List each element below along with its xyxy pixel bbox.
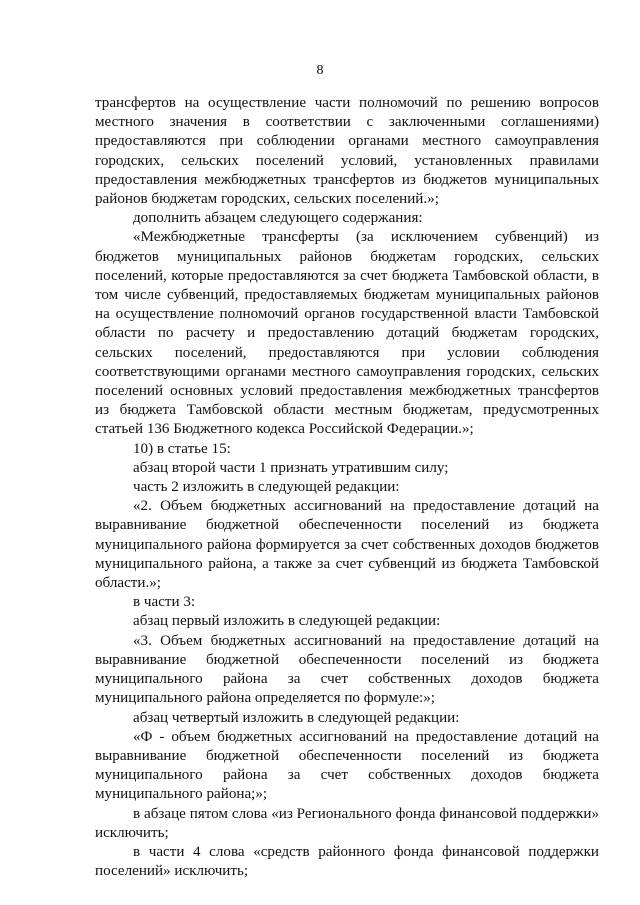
page-number: 8	[316, 63, 324, 78]
paragraph-8: в части 3:	[133, 594, 196, 611]
paragraph-2: дополнить абзацем следующего содержания:	[133, 210, 423, 227]
paragraph-10: «3. Объем бюджетных ассигнований на предоставление дотаций на выравнивание бюджетной обеспеченности поселений из бюджета муниципального района за счет собственных доходов бюджета муниципального района определяется по формуле:»;	[95, 632, 599, 707]
paragraph-9: абзац первый изложить в следующей редакции:	[133, 613, 441, 630]
paragraph-4: 10) в статье 15:	[133, 440, 231, 457]
paragraph-7: «2. Объем бюджетных ассигнований на предоставление дотаций на выравнивание бюджетной обеспеченности поселений из бюджета муниципального района формируется за счет собственных доходов бюджетов муниципального района, а также за счет субвенций из бюджета Тамбовской области.»;	[95, 498, 599, 592]
paragraph-14: в части 4 слова «средств районного фонда финансовой поддержки поселений» исключить;	[95, 843, 599, 880]
paragraph-5: абзац второй части 1 признать утратившим силу;	[133, 459, 449, 476]
paragraph-12: «Ф - объем бюджетных ассигнований на предоставление дотаций на выравнивание бюджетной обеспеченности поселений из бюджета муниципального района за счет собственных доходов бюджета муниципального района;»;	[95, 728, 599, 803]
paragraph-13: в абзаце пятом слова «из Регионального фонда финансовой поддержки» исключить;	[95, 805, 599, 841]
paragraph-3: «Межбюджетные трансферты (за исключением субвенций) из бюджетов муниципальных районов бюджетам городских, сельских поселений, которые предоставляются за счет бюджета Тамбовской области, в том числе субвенций, предоставляемых бюджетам муниципальных районов на осуществление полномочий органов государственной власти Тамбовской области по расчету и предоставлению дотаций бюджетам городских, сельских поселений, предоставляются при условии соблюдения соответствующими органами местного самоуправления городских, сельских поселений основных условий предоставления межбюджетных трансфертов из бюджета Тамбовской области местным бюджетам, предусмотренных статьей 136 Бюджетного кодекса Российской Федерации.»;	[95, 229, 599, 438]
paragraph-1: трансфертов на осуществление части полномочий по решению вопросов местного значения в соответствии с заключенными соглашениями) предоставляются при соблюдении органами местного самоуправления городских, сельских поселений условий, установленных правилами предоставления межбюджетных трансфертов из бюджетов муниципальных районов бюджетам городских, сельских поселений.»;	[95, 95, 599, 208]
document-body	[95, 94, 599, 881]
paragraph-6: часть 2 изложить в следующей редакции:	[133, 479, 400, 496]
paragraph-11: абзац четвертый изложить в следующей редакции:	[133, 709, 460, 726]
